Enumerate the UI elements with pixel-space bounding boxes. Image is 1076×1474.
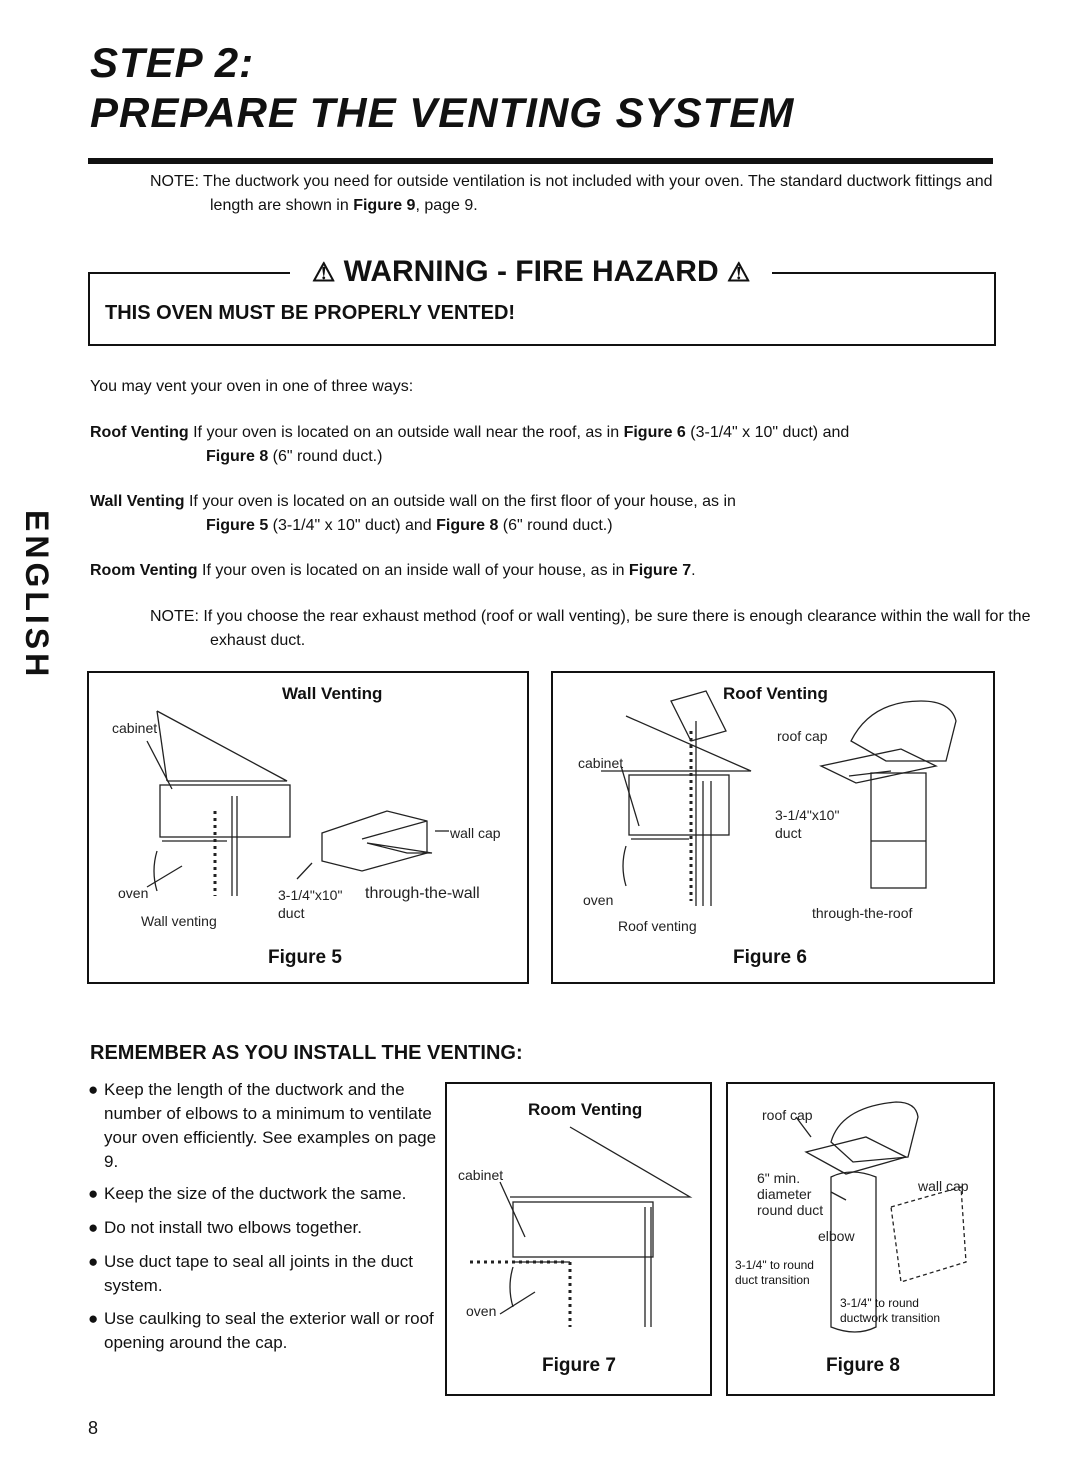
label-transition-2: 3-1/4" to round — [840, 1296, 919, 1310]
warning-title: ⚠ WARNING - FIRE HAZARD ⚠ — [290, 254, 772, 290]
label-wall-cap: wall cap — [918, 1178, 969, 1194]
figure-6-title: Roof Venting — [723, 684, 828, 703]
label-duct: duct — [278, 905, 305, 921]
page-title-step: STEP 2: — [90, 39, 255, 86]
remember-heading: REMEMBER AS YOU INSTALL THE VENTING: — [90, 1042, 523, 1064]
page-title: PREPARE THE VENTING SYSTEM — [90, 89, 795, 136]
figure-6-caption: Figure 6 — [733, 947, 807, 968]
warning-triangle-icon: ⚠ — [726, 257, 751, 287]
label-wall-venting: Wall venting — [141, 913, 217, 929]
page-number: 8 — [88, 1418, 99, 1438]
label-elbow: elbow — [818, 1228, 855, 1244]
label-oven: oven — [118, 885, 149, 901]
room-venting-paragraph: Room Venting If your oven is located on an inside wall of your house, as in Figure 7. — [90, 562, 696, 579]
label-through-the-roof: through-the-roof — [812, 905, 913, 921]
list-item: ● Use caulking to seal the exterior wall or roof opening around the cap. — [88, 1309, 434, 1352]
list-item: ● Do not install two elbows together. — [88, 1218, 362, 1237]
label-cabinet: cabinet — [458, 1167, 504, 1183]
warning-subtitle: THIS OVEN MUST BE PROPERLY VENTED! — [105, 302, 516, 324]
label-transition-1: 3-1/4" to round — [735, 1258, 814, 1272]
language-tab: ENGLISH — [19, 510, 55, 681]
label-round-duct: round duct — [757, 1202, 824, 1218]
label-oven: oven — [466, 1303, 497, 1319]
label-min: 6" min. — [757, 1170, 801, 1186]
figure-7-title: Room Venting — [528, 1100, 643, 1119]
roof-venting-paragraph: Roof Venting If your oven is located on an outside wall near the roof, as in Figure 6 (3-1/4" x 10" duct) and Figure 8 (6" round duct.) — [90, 424, 850, 465]
label-through-the-wall: through-the-wall — [365, 885, 480, 902]
figure-8-caption: Figure 8 — [826, 1355, 900, 1376]
label-duct: duct — [775, 825, 802, 841]
list-item: ● Keep the length of the ductwork and the number of elbows to a minimum to ventilate your oven efficiently. See examples on page 9. — [88, 1080, 437, 1171]
round-duct-diagram — [726, 1082, 991, 1392]
roof-venting-diagram — [551, 671, 991, 981]
label-wall-cap: wall cap — [450, 825, 501, 841]
list-item: ● Use duct tape to seal all joints in the duct system. — [88, 1252, 414, 1295]
label-roof-cap: roof cap — [777, 728, 828, 744]
list-item: ● Keep the size of the ductwork the same. — [88, 1184, 407, 1203]
note-clearance: NOTE: If you choose the rear exhaust method (roof or wall venting), be sure there is enough clearance within the wall for the exhaust duct. — [150, 608, 1031, 649]
figure-5-caption: Figure 5 — [268, 947, 342, 968]
title-rule — [88, 158, 993, 164]
figure-5-title: Wall Venting — [282, 684, 383, 703]
warning-triangle-icon: ⚠ — [312, 257, 336, 287]
label-roof-cap: roof cap — [762, 1107, 813, 1123]
room-venting-diagram — [445, 1082, 710, 1392]
figure-7-caption: Figure 7 — [542, 1355, 616, 1376]
label-roof-venting: Roof venting — [618, 918, 697, 934]
intro-text: You may vent your oven in one of three ways: — [90, 378, 414, 395]
label-cabinet: cabinet — [112, 720, 158, 736]
label-transition-1-b: duct transition — [735, 1273, 810, 1287]
label-cabinet: cabinet — [578, 755, 624, 771]
label-duct-size: 3-1/4"x10" — [278, 887, 343, 903]
wall-venting-paragraph: Wall Venting If your oven is located on an outside wall on the first floor of your house, as in Figure 5 (3-1/4" x 10" duct) and Figure 8 (6" round duct.) — [90, 493, 736, 534]
note-ductwork: NOTE: The ductwork you need for outside ventilation is not included with your oven. The standard ductwork fittings and length are shown in Figure 9, page 9. — [150, 173, 993, 214]
label-duct-size: 3-1/4"x10" — [775, 807, 840, 823]
label-diameter: diameter — [757, 1186, 812, 1202]
label-transition-2-b: ductwork transition — [840, 1311, 941, 1325]
label-oven: oven — [583, 892, 614, 908]
